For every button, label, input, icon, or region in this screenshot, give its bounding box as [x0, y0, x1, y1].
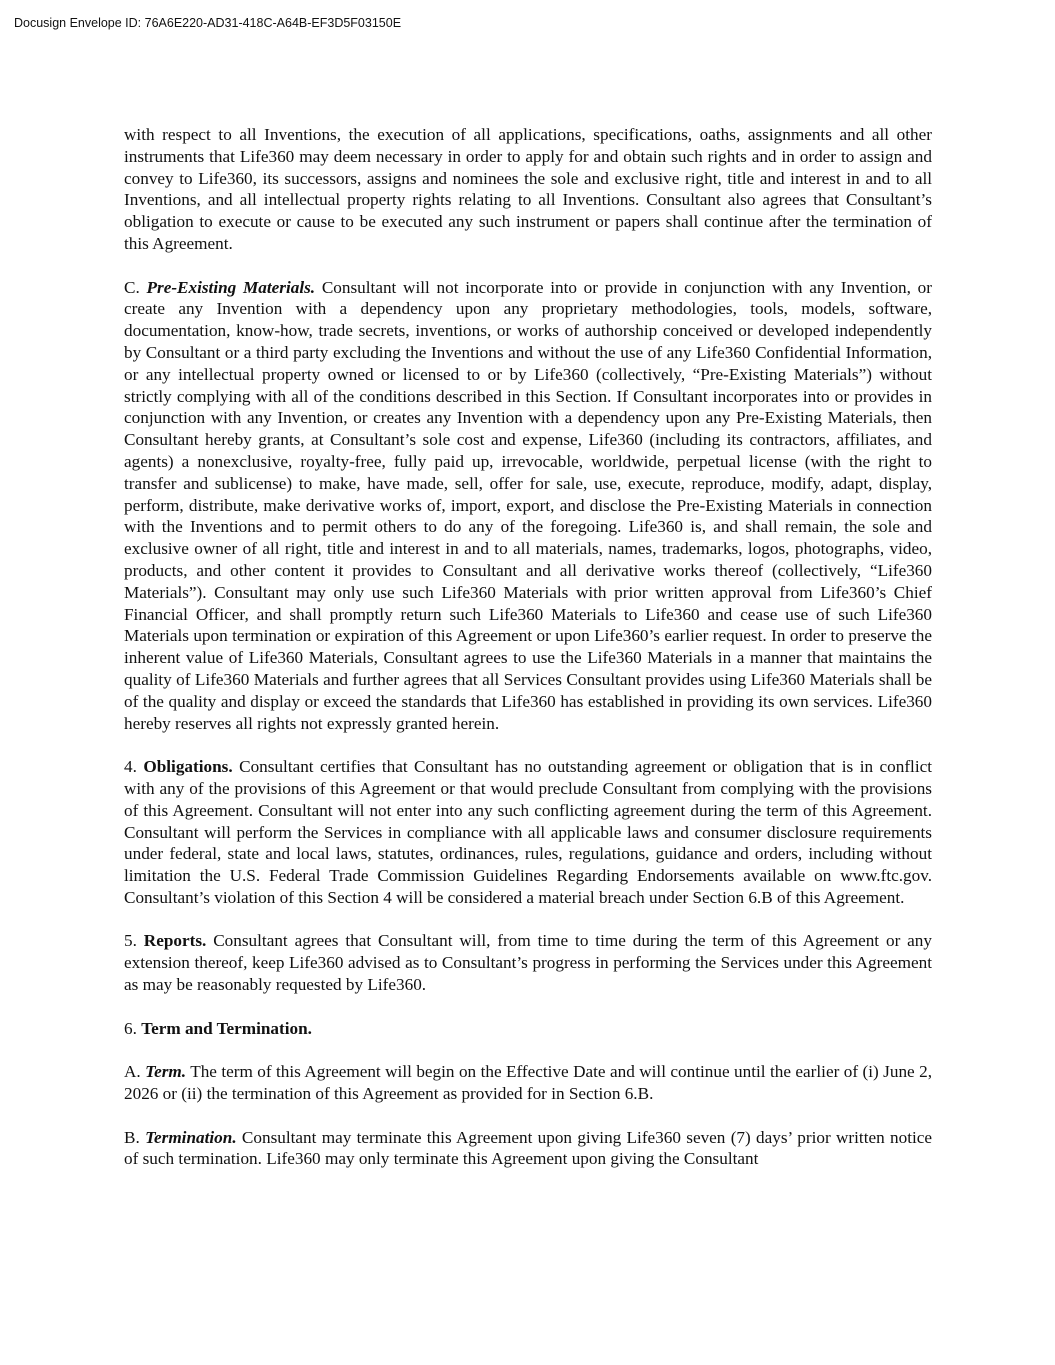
section-prefix: 4.: [124, 757, 144, 777]
document-body: [124, 124, 932, 1170]
section-c-pre-existing-materials: [124, 277, 932, 735]
section-4-obligations: [124, 756, 932, 909]
section-heading: Term and Termination.: [141, 1018, 312, 1038]
section-6a-term: [124, 1061, 932, 1105]
section-text: Consultant agrees that Consultant will, from time to time during the term of this Agreement or any extension thereof, keep Life360 advised as to Consultant’s progress in performing the Services under this Agreement as may be reasonably requested by Life360.: [124, 931, 932, 995]
section-text: Consultant may terminate this Agreement upon giving Life360 seven (7) days’ prior written notice of such termination. Life360 may only terminate this Agreement upon giving the Consultant: [124, 1127, 933, 1169]
section-text: The term of this Agreement will begin on the Effective Date and will continue until the earlier of (i) June 2, 2026 or (ii) the termination of this Agreement as provided for in Section 6.B.: [124, 1062, 932, 1104]
paragraph-continuation: with respect to all Inventions, the execution of all applications, specifications, oaths, assignments and all other instruments that Life360 may deem necessary in order to apply for and obtain such rights and in order to assign and convey to Life360, its successors, assigns and nominees the sole and exclusive right, title and interest in and to all Inventions, and all intellectual property rights relating to all Inventions. Consultant also agrees that Consultant’s obligation to execute or cause to be executed any such instrument or papers shall continue after the termination of this Agreement.: [124, 125, 932, 253]
section-5-reports: [124, 930, 932, 995]
section-text: Consultant certifies that Consultant has no outstanding agreement or obligation that is in conflict with any of the provisions of this Agreement or that would preclude Consultant from complying with the provisions of this Agreement. Consultant will not enter into any such conflicting agreement during the term of this Agreement. Consultant will perform the Services in compliance with all applicable laws and consumer disclosure requirements under federal, state and local laws, statutes, ordinances, rules, regulations, guidance and orders, including without limitation the U.S. Federal Trade Commission Guidelines Regarding Endorsements available on www.ftc.gov. Consultant’s violation of this Section 4 will be considered a material breach under Section 6.B of this Agreement.: [124, 757, 933, 907]
section-prefix: C.: [124, 277, 147, 297]
section-heading: Pre-Existing Materials.: [146, 277, 316, 297]
section-prefix: A.: [124, 1062, 146, 1082]
section-prefix: 6.: [124, 1018, 142, 1038]
section-6b-termination: [124, 1127, 932, 1171]
section-prefix: 5.: [124, 931, 144, 951]
envelope-id: Docusign Envelope ID: 76A6E220-AD31-418C-A64B-EF3D5F03150E: [14, 16, 402, 30]
section-heading: Obligations.: [143, 757, 233, 777]
section-6-term-and-termination: [124, 1018, 932, 1040]
section-heading: Term.: [145, 1062, 187, 1082]
section-text: Consultant will not incorporate into or provide in conjunction with any Invention, or create any Invention with a dependency upon any proprietary methodologies, tools, models, software, documentation, know-how, trade secrets, inventions, or works of authorship conceived or developed independently by Consultant or a third party excluding the Inventions and without the use of any Life360 Confidential Information, or any intellectual property owned or licensed to or by Life360 (collectively, “Pre-Existing Materials”) without strictly complying with all of the conditions described in this Section. If Consultant incorporates into or provides in conjunction with any Invention, or creates any Invention with a dependency upon any Pre-Existing Materials, then Consultant hereby grants, at Consultant’s sole cost and expense, Life360 (including its contractors, affiliates, and agents) a nonexclusive, royalty-free, fully paid up, irrevocable, worldwide, perpetual license (with the right to transfer and sublicense) to make, have made, sell, offer for sale, use, execute, reproduce, modify, adapt, display, perform, distribute, make derivative works of, import, export, and disclose the Pre-Existing Materials in connection with the Inventions and to permit others to do any of the foregoing. Life360 is, and shall remain, the sole and exclusive owner of all right, title and interest in and to all materials, names, trademarks, logos, photographs, video, products, and other content it provides to Consultant and all derivative works thereof (collectively, “Life360 Materials”). Consultant may only use such Life360 Materials with prior written approval from Life360’s Chief Financial Officer, and shall promptly return such Life360 Materials to Life360 and cease use of such Life360 Materials upon termination or expiration of this Agreement or upon Life360’s earlier request. In order to preserve the inherent value of Life360 Materials, Consultant agrees to use the Life360 Materials in a manner that maintains the quality of Life360 Materials and further agrees that all Services Consultant provides using Life360 Materials shall be of the quality and display or exceed the standards that Life360 has established in providing its own services. Life360 hereby reserves all rights not expressly granted herein.: [124, 277, 933, 733]
section-heading: Reports.: [143, 931, 207, 951]
section-prefix: B.: [124, 1127, 146, 1147]
section-heading: Termination.: [145, 1127, 237, 1147]
